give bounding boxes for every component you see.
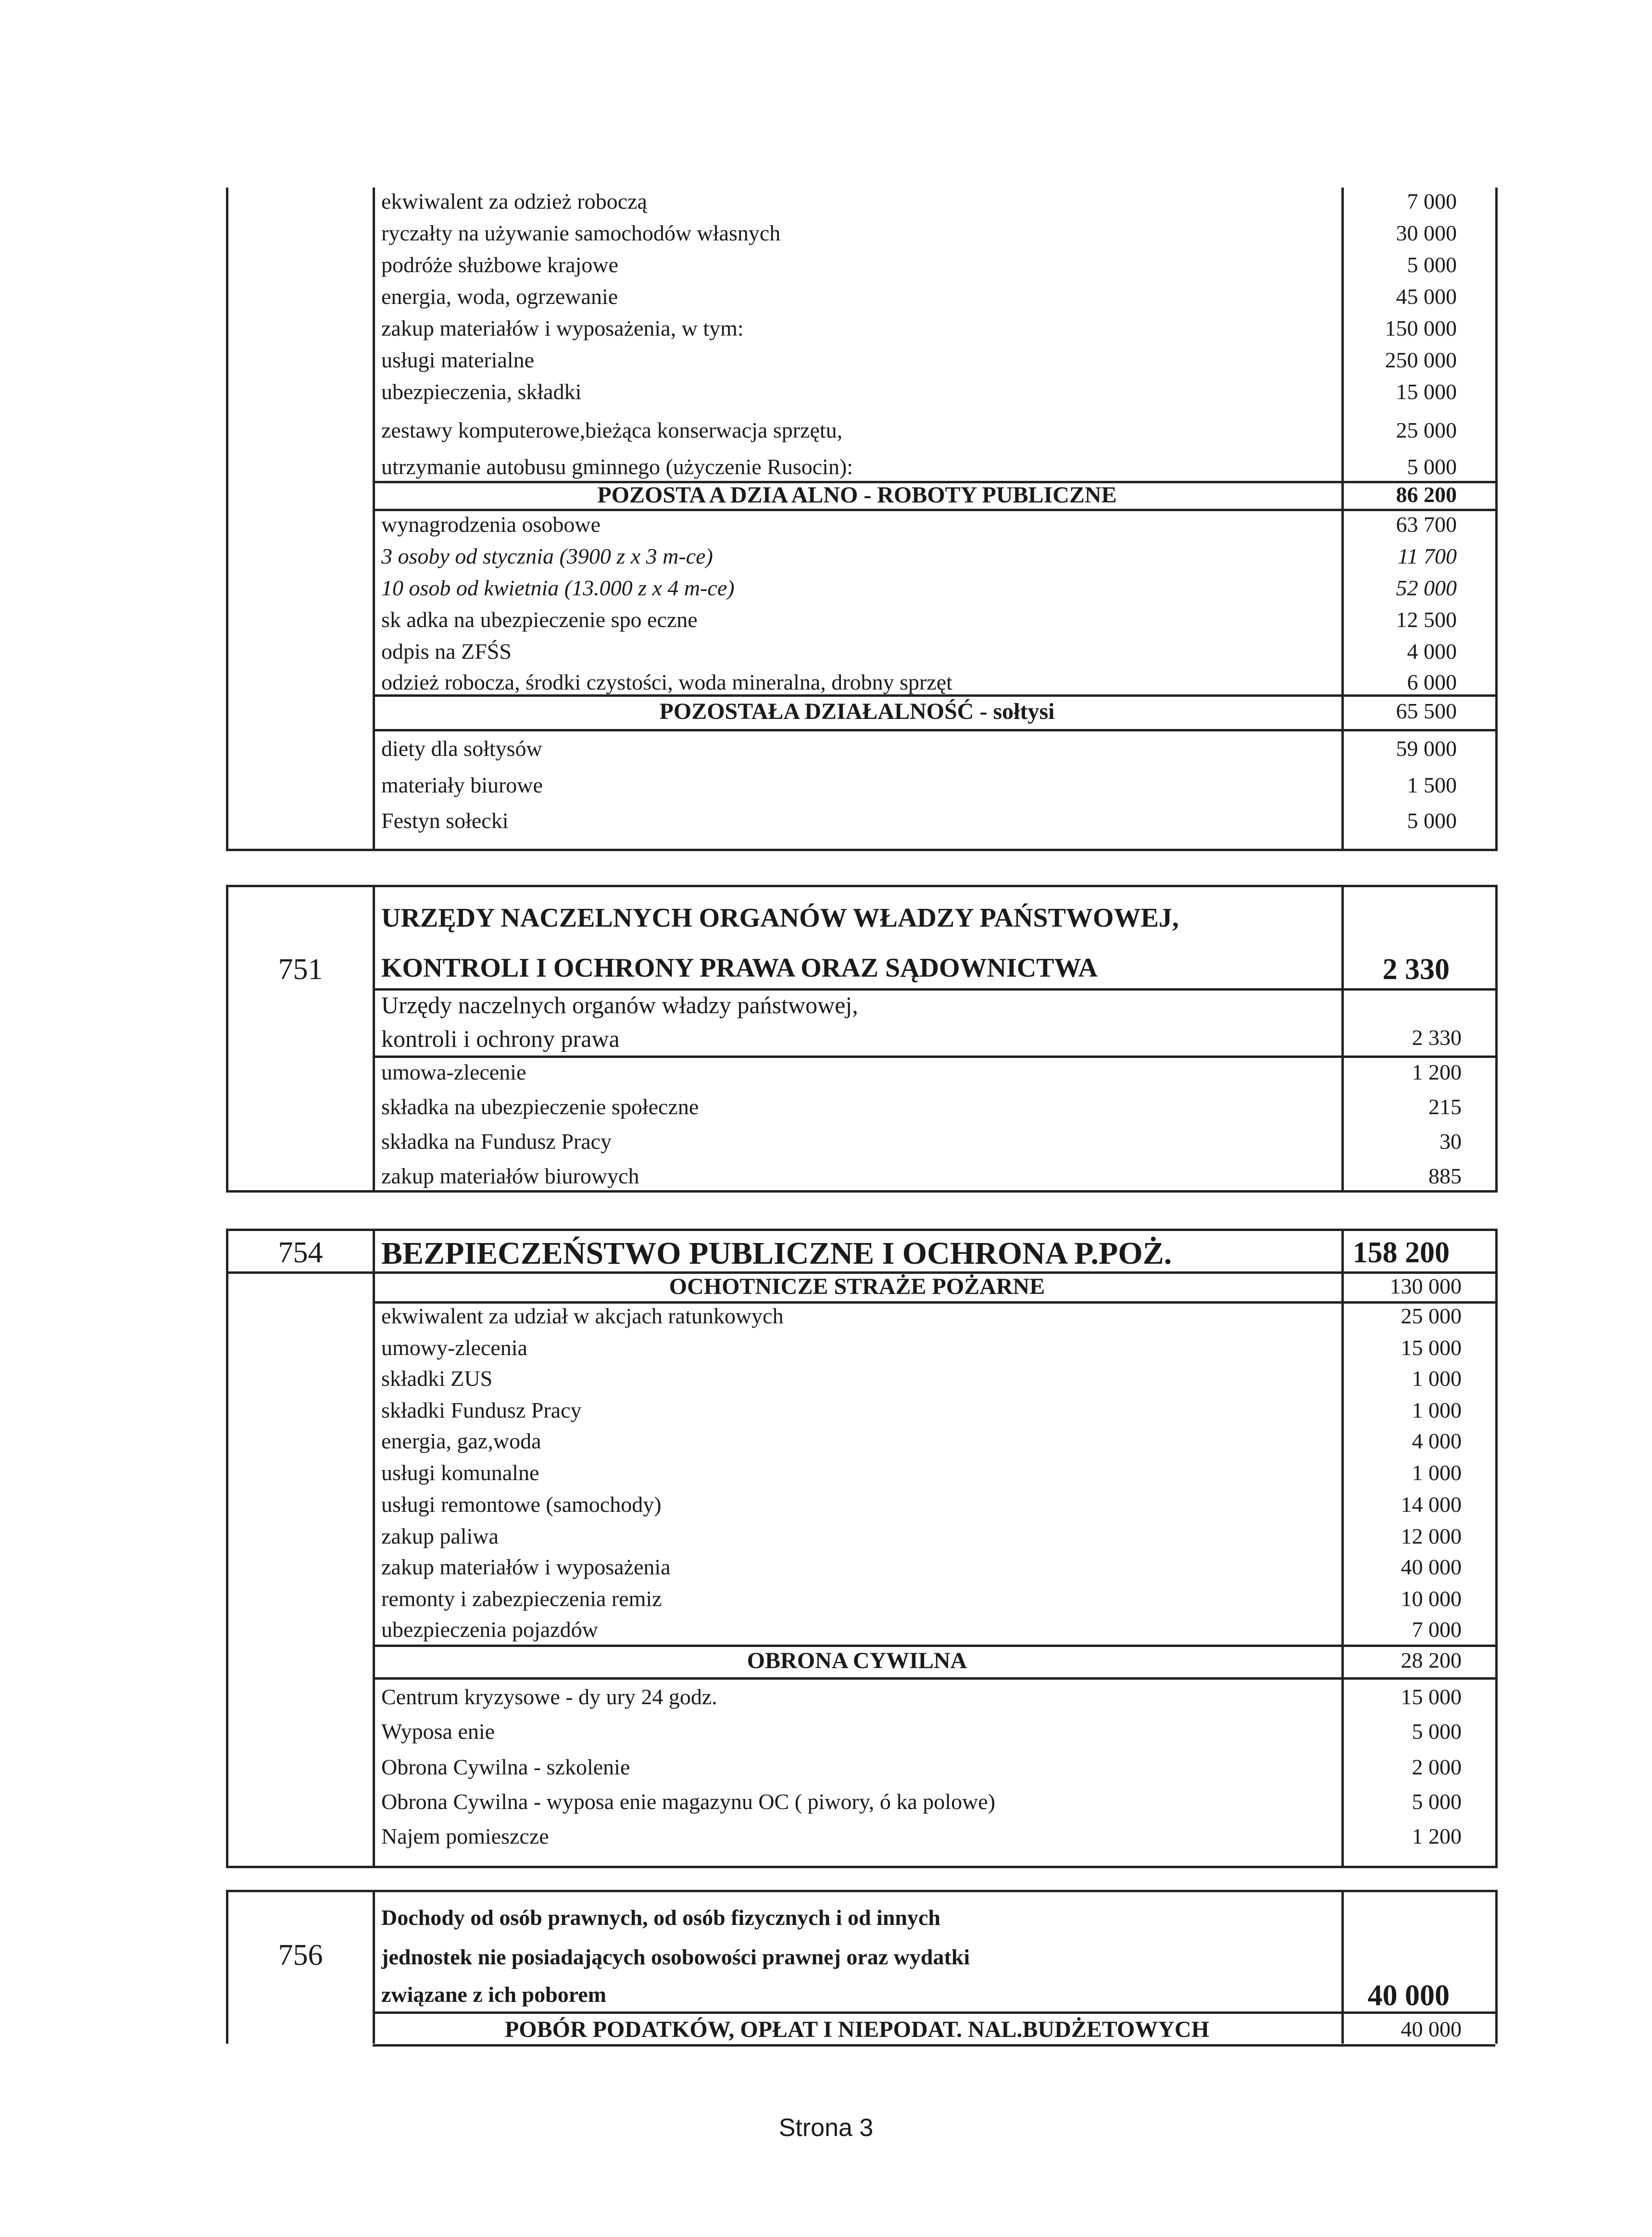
item-label: ryczałty na używanie samochodów własnych [381, 221, 781, 245]
item-amount: 1 200 [1412, 1060, 1462, 1084]
item-label: Obrona Cywilna - szkolenie [381, 1755, 630, 1779]
page-number: Strona 3 [778, 2114, 874, 2142]
subsection-total: 65 500 [1396, 699, 1457, 723]
section-title: KONTROLI I OCHRONY PRAWA ORAZ SĄDOWNICTWA [381, 953, 1098, 983]
item-label: podróże służbowe krajowe [381, 252, 619, 277]
item-label: Obrona Cywilna - wyposa enie magazynu OC ( piwory, ó ka polowe) [381, 1789, 996, 1814]
section-total: 40 000 [1367, 1979, 1450, 2012]
subsection-total: 28 200 [1401, 1648, 1462, 1672]
item-label: energia, gaz,woda [381, 1429, 541, 1453]
section-number: 756 [278, 1939, 323, 1972]
item-amount: 5 000 [1407, 252, 1457, 277]
item-label: zakup paliwa [381, 1524, 499, 1548]
item-label: energia, woda, ogrzewanie [381, 284, 618, 309]
section-title: Dochody od osób prawnych, od osób fizycznych i od innych [381, 1905, 940, 1930]
item-amount: 4 000 [1407, 639, 1457, 664]
item-amount: 2 000 [1412, 1755, 1462, 1779]
item-amount: 59 000 [1396, 736, 1457, 761]
section-total: 2 330 [1382, 953, 1450, 986]
item-label: składka na Fundusz Pracy [381, 1129, 612, 1154]
item-amount: 63 700 [1396, 512, 1457, 537]
item-amount: 885 [1428, 1164, 1462, 1188]
item-label: Wyposa enie [381, 1719, 495, 1744]
item-amount: 14 000 [1401, 1492, 1462, 1517]
item-label: ekwiwalent za udział w akcjach ratunkowych [381, 1304, 784, 1328]
item-label: umowa-zlecenie [381, 1060, 526, 1084]
item-amount: 2 330 [1412, 1025, 1462, 1050]
section-751 [226, 885, 1498, 1193]
subsection-total: 86 200 [1396, 482, 1457, 507]
item-amount: 6 000 [1407, 670, 1457, 694]
item-amount: 15 000 [1401, 1684, 1462, 1709]
item-label: 10 osob od kwietnia (13.000 z x 4 m-ce) [381, 576, 735, 600]
item-amount: 10 000 [1401, 1586, 1462, 1611]
item-amount: 5 000 [1412, 1719, 1462, 1744]
item-label: odpis na ZFŚS [381, 639, 512, 664]
item-amount: 215 [1428, 1094, 1462, 1119]
item-label: zakup materiałów biurowych [381, 1164, 639, 1188]
item-label: utrzymanie autobusu gminnego (użyczenie Rusocin): [381, 454, 853, 479]
item-label: Centrum kryzysowe - dy ury 24 godz. [381, 1684, 717, 1709]
item-amount: 12 000 [1401, 1524, 1462, 1548]
item-amount: 30 000 [1396, 221, 1457, 245]
item-label: wynagrodzenia osobowe [381, 512, 601, 537]
item-label: 3 osoby od stycznia (3900 z x 3 m-ce) [381, 544, 713, 568]
section-754 [226, 1229, 1498, 1868]
subsection-title: OCHOTNICZE STRAŻE POŻARNE [669, 1274, 1045, 1299]
item-amount: 5 000 [1407, 454, 1457, 479]
item-amount: 1 500 [1407, 773, 1457, 797]
section-number: 754 [278, 1236, 323, 1269]
item-amount: 1 000 [1412, 1460, 1462, 1485]
subsection-title: POZOSTAŁA DZIAŁALNOŚĆ - sołtysi [659, 699, 1055, 724]
item-amount: 12 500 [1396, 607, 1457, 632]
item-amount: 7 000 [1407, 189, 1457, 214]
item-amount: 150 000 [1385, 316, 1457, 340]
item-label: ekwiwalent za odzież roboczą [381, 189, 647, 214]
item-label: ubezpieczenia, składki [381, 379, 582, 404]
item-label: kontroli i ochrony prawa [381, 1025, 620, 1052]
item-amount: 45 000 [1396, 284, 1457, 309]
item-amount: 25 000 [1396, 418, 1457, 442]
item-label: umowy-zlecenia [381, 1335, 527, 1360]
item-label: składka na ubezpieczenie społeczne [381, 1094, 699, 1119]
item-amount: 15 000 [1401, 1335, 1462, 1360]
subsection-total: 130 000 [1389, 1274, 1462, 1298]
item-amount: 1 200 [1412, 1824, 1462, 1848]
item-amount: 25 000 [1401, 1304, 1462, 1328]
item-amount: 15 000 [1396, 379, 1457, 404]
item-amount: 4 000 [1412, 1429, 1462, 1453]
section-total: 158 200 [1352, 1236, 1450, 1269]
item-label: składki ZUS [381, 1366, 493, 1391]
item-amount: 1 000 [1412, 1398, 1462, 1422]
section-title: URZĘDY NACZELNYCH ORGANÓW WŁADZY PAŃSTWOWEJ, [381, 903, 1179, 933]
item-label: zakup materiałów i wyposażenia [381, 1555, 671, 1579]
subsection-total: 40 000 [1401, 2017, 1462, 2041]
section-title: BEZPIECZEŃSTWO PUBLICZNE I OCHRONA P.POŻ. [381, 1236, 1172, 1271]
item-label: ubezpieczenia pojazdów [381, 1617, 598, 1642]
item-label: sk adka na ubezpieczenie spo eczne [381, 607, 698, 632]
item-label: Najem pomieszcze [381, 1824, 549, 1848]
item-label: usługi komunalne [381, 1460, 539, 1485]
item-label: diety dla sołtysów [381, 736, 542, 761]
item-amount: 52 000 [1396, 576, 1457, 600]
item-label: Urzędy naczelnych organów władzy państwowej, [381, 992, 858, 1018]
item-amount: 30 [1439, 1129, 1462, 1154]
item-label: usługi materialne [381, 348, 535, 372]
item-label: zakup materiałów i wyposażenia, w tym: [381, 316, 744, 340]
section-number: 751 [278, 953, 323, 986]
item-label: odzież robocza, środki czystości, woda mineralna, drobny sprzęt [381, 670, 952, 694]
item-label: materiały biurowe [381, 773, 543, 797]
section-continuation [226, 188, 1498, 851]
item-label: składki Fundusz Pracy [381, 1398, 582, 1422]
item-amount: 250 000 [1385, 348, 1457, 372]
section-title: jednostek nie posiadających osobowości prawnej oraz wydatki [381, 1945, 970, 1969]
subsection-title: POBÓR PODATKÓW, OPŁAT I NIEPODAT. NAL.BUDŻETOWYCH [504, 2017, 1210, 2042]
section-title: związane z ich poborem [381, 1982, 607, 2007]
item-amount: 11 700 [1397, 544, 1457, 568]
subsection-title: OBRONA CYWILNA [747, 1648, 967, 1673]
section-756 [226, 1890, 1498, 2044]
item-amount: 5 000 [1412, 1789, 1462, 1814]
item-amount: 40 000 [1401, 1555, 1462, 1579]
item-label: Festyn sołecki [381, 808, 509, 833]
item-label: zestawy komputerowe,bieżąca konserwacja sprzętu, [381, 418, 843, 442]
item-amount: 1 000 [1412, 1366, 1462, 1391]
item-amount: 5 000 [1407, 808, 1457, 833]
subsection-title: POZOSTA A DZIA ALNO - ROBOTY PUBLICZNE [597, 482, 1117, 508]
item-label: usługi remontowe (samochody) [381, 1492, 662, 1517]
item-label: remonty i zabezpieczenia remiz [381, 1586, 662, 1611]
item-amount: 7 000 [1412, 1617, 1462, 1642]
